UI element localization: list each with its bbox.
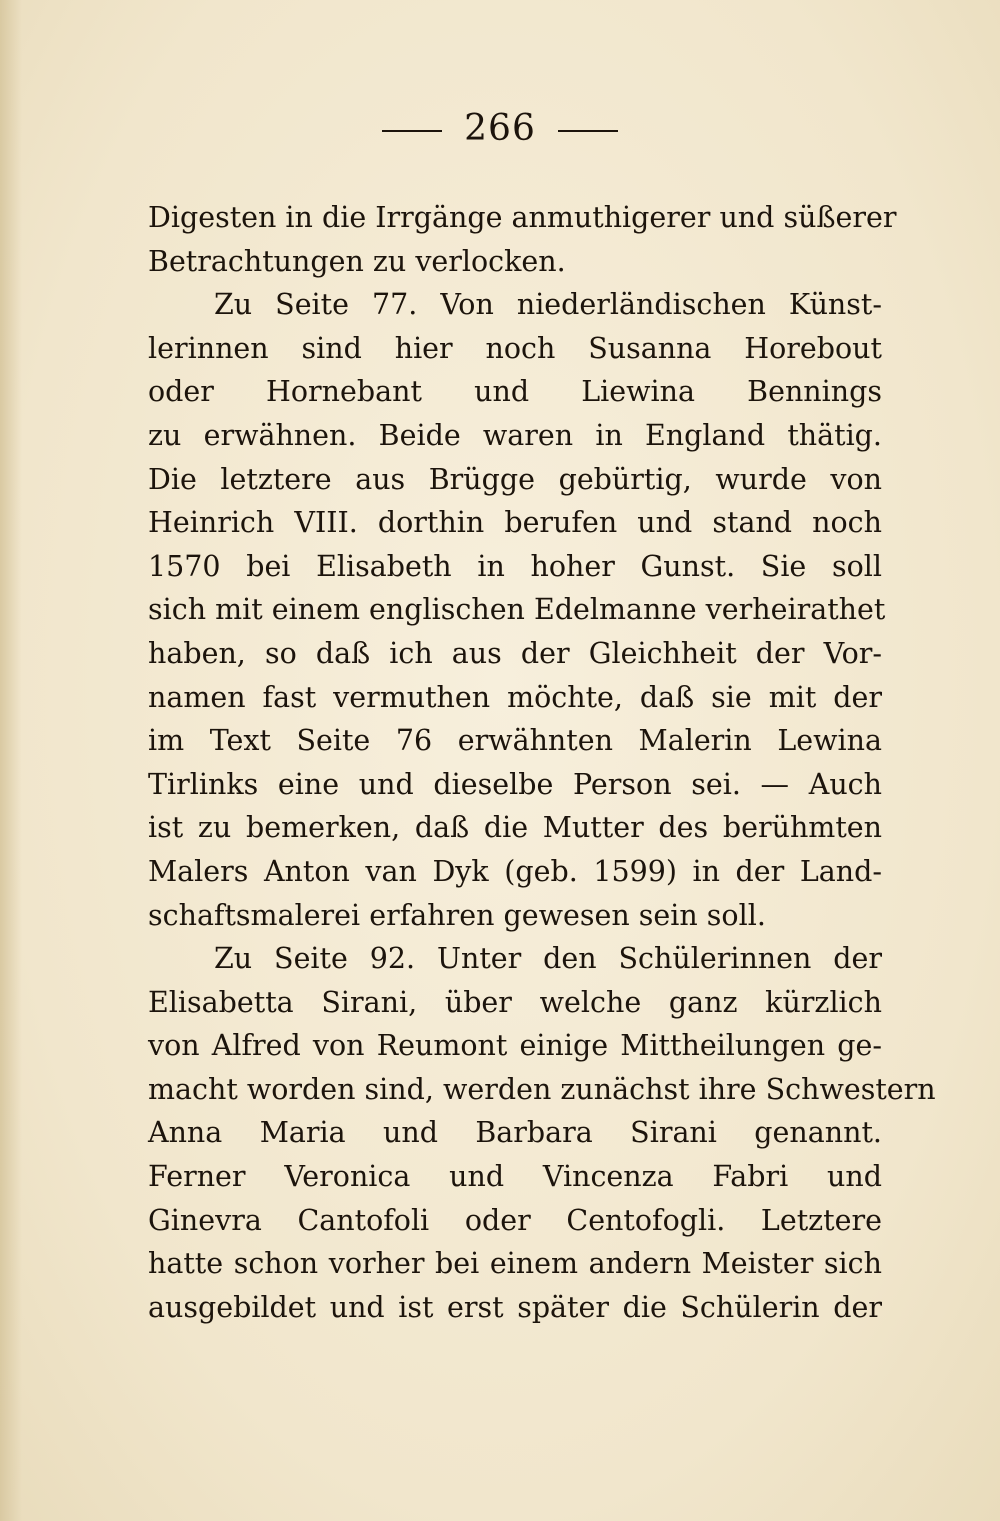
text-line: Digesten in die Irrgänge anmuthigerer und süßerer (148, 201, 897, 234)
text-line: Heinrich VIII. dorthin berufen und stand noch (148, 506, 882, 540)
text-line: Malers Anton van Dyk (geb. 1599) in der Land- (148, 854, 882, 888)
text-line: schaftsmalerei erfahren gewesen sein soll. (148, 898, 766, 932)
text-line: haben, so daß ich aus der Gleichheit der Vor- (148, 636, 882, 670)
body-text (148, 196, 936, 1329)
text-line: namen fast vermuthen möchte, daß sie mit der (148, 680, 882, 714)
text-line: Anna Maria und Barbara Sirani genannt. (148, 1116, 882, 1150)
text-line: oder Hornebant und Liewina Bennings (148, 375, 882, 409)
page-number-header (0, 108, 1000, 149)
text-line: Tirlinks eine und dieselbe Person sei. — Auch (148, 767, 882, 801)
page-number: 266 (464, 108, 536, 149)
text-line: zu erwähnen. Beide waren in England thätig. (148, 418, 882, 452)
text-line: Ginevra Cantofoli oder Centofogli. Letztere (148, 1203, 882, 1237)
text-line: Zu Seite 77. Von niederländischen Künst- (214, 288, 882, 322)
text-line: Elisabetta Sirani, über welche ganz kürzlich (148, 985, 882, 1019)
right-dash (558, 130, 618, 132)
text-line: Zu Seite 92. Unter den Schülerinnen der (214, 942, 882, 976)
page-edge-shadow (0, 0, 22, 1521)
text-line: Ferner Veronica und Vincenza Fabri und (148, 1160, 882, 1194)
text-line: macht worden sind, werden zunächst ihre Schwestern (148, 1072, 936, 1106)
text-line: sich mit einem englischen Edelmanne verheirathet (148, 593, 886, 627)
text-line: Betrachtungen zu verlocken. (148, 244, 566, 278)
text-line: im Text Seite 76 erwähnten Malerin Lewina (148, 724, 882, 758)
text-line: 1570 bei Elisabeth in hoher Gunst. Sie soll (148, 549, 882, 583)
text-line: hatte schon vorher bei einem andern Meister sich (148, 1247, 882, 1281)
left-dash (382, 130, 442, 132)
text-line: ausgebildet und ist erst später die Schülerin der (148, 1290, 882, 1324)
text-line: Die letztere aus Brügge gebürtig, wurde von (148, 462, 882, 496)
text-line: von Alfred von Reumont einige Mittheilungen ge- (148, 1029, 882, 1063)
text-line: lerinnen sind hier noch Susanna Horebout (148, 331, 882, 365)
text-line: ist zu bemerken, daß die Mutter des berühmten (148, 811, 882, 845)
